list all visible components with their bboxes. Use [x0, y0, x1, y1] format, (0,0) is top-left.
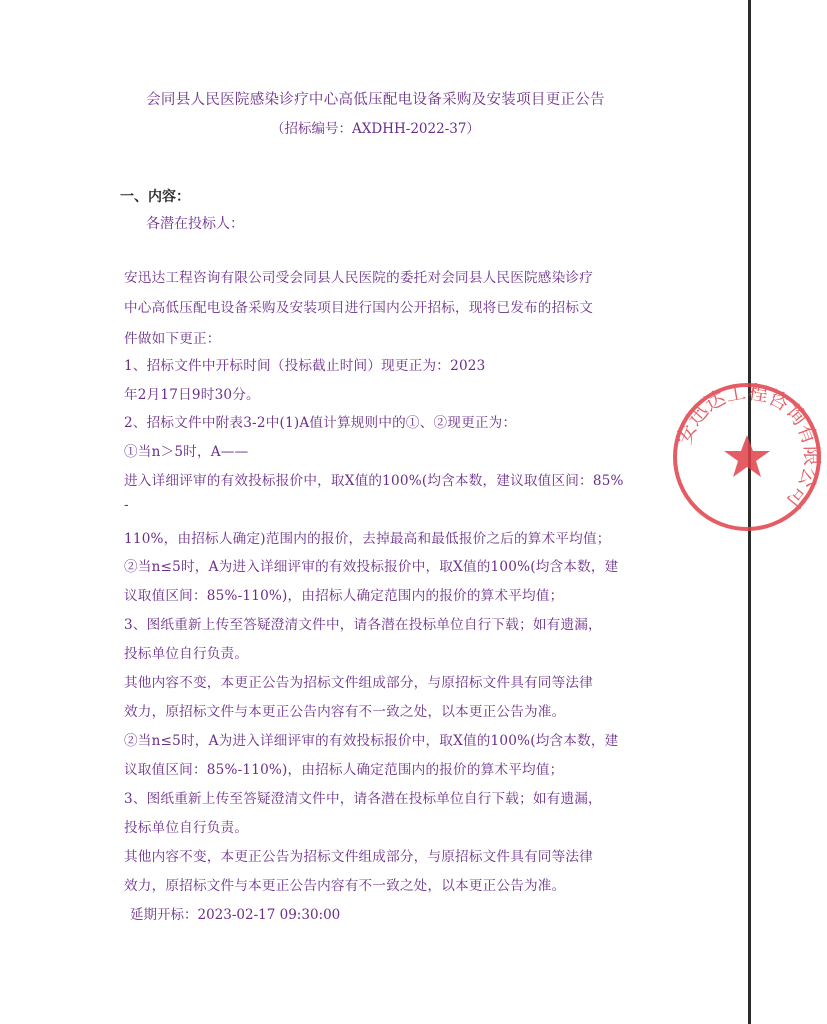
body-line: 议取值区间：85%-110%)，由招标人确定范围内的报价的算术平均值； — [124, 588, 564, 604]
body-line: ②当n≤5时，A为进入详细评审的有效投标报价中，取X值的100%(均含本数，建 — [124, 559, 619, 575]
body-line: ①当n＞5时，A—— — [124, 444, 249, 460]
body-line: 其他内容不变，本更正公告为招标文件组成部分，与原招标文件具有同等法律 — [124, 675, 593, 691]
body-line: 安迅达工程咨询有限公司受会同县人民医院的委托对会同县人民医院感染诊疗 — [124, 270, 593, 286]
delayed-opening-time: 延期开标：2023-02-17 09:30:00 — [130, 907, 341, 923]
body-line: 110%，由招标人确定)范围内的报价，去掉最高和最低报价之后的算术平均值； — [124, 531, 611, 547]
body-line: 效力，原招标文件与本更正公告内容有不一致之处，以本更正公告为准。 — [124, 878, 566, 894]
body-line: 效力，原招标文件与本更正公告内容有不一致之处，以本更正公告为准。 — [124, 704, 566, 720]
bid-number: （招标编号：AXDHH-2022-37） — [271, 121, 480, 137]
seal-star-icon — [724, 435, 770, 477]
body-line: 投标单位自行负责。 — [124, 820, 249, 836]
body-line: 件做如下更正： — [124, 331, 221, 347]
section-heading: 一、内容： — [120, 189, 190, 205]
body-line: 投标单位自行负责。 — [124, 646, 249, 662]
company-seal-stamp — [667, 377, 827, 537]
page-title: 会同县人民医院感染诊疗中心高低压配电设备采购及安装项目更正公告 — [146, 92, 605, 108]
body-line: 进入详细评审的有效投标报价中，取X值的100%(均含本数，建议取值区间：85% — [124, 473, 624, 489]
body-line: 中心高低压配电设备采购及安装项目进行国内公开招标，现将已发布的招标文 — [124, 300, 593, 316]
salutation: 各潜在投标人： — [146, 216, 244, 232]
body-line: 1、招标文件中开标时间（投标截止时间）现更正为：2023 — [124, 358, 486, 374]
body-line: ②当n≤5时，A为进入详细评审的有效投标报价中，取X值的100%(均含本数，建 — [124, 733, 619, 749]
body-line: 3、图纸重新上传至答疑澄清文件中，请各潜在投标单位自行下载；如有遗漏， — [124, 791, 602, 807]
body-line: 2、招标文件中附表3-2中(1)A值计算规则中的①、②现更正为： — [124, 415, 517, 431]
body-line: 年2月17日9时30分。 — [124, 387, 260, 403]
body-line: - — [124, 497, 129, 513]
seal-text: 安迅达工程咨询有限公司 — [671, 379, 825, 513]
body-line: 3、图纸重新上传至答疑澄清文件中，请各潜在投标单位自行下载；如有遗漏， — [124, 617, 602, 633]
body-line: 议取值区间：85%-110%)，由招标人确定范围内的报价的算术平均值； — [124, 762, 564, 778]
body-line: 其他内容不变，本更正公告为招标文件组成部分，与原招标文件具有同等法律 — [124, 849, 593, 865]
